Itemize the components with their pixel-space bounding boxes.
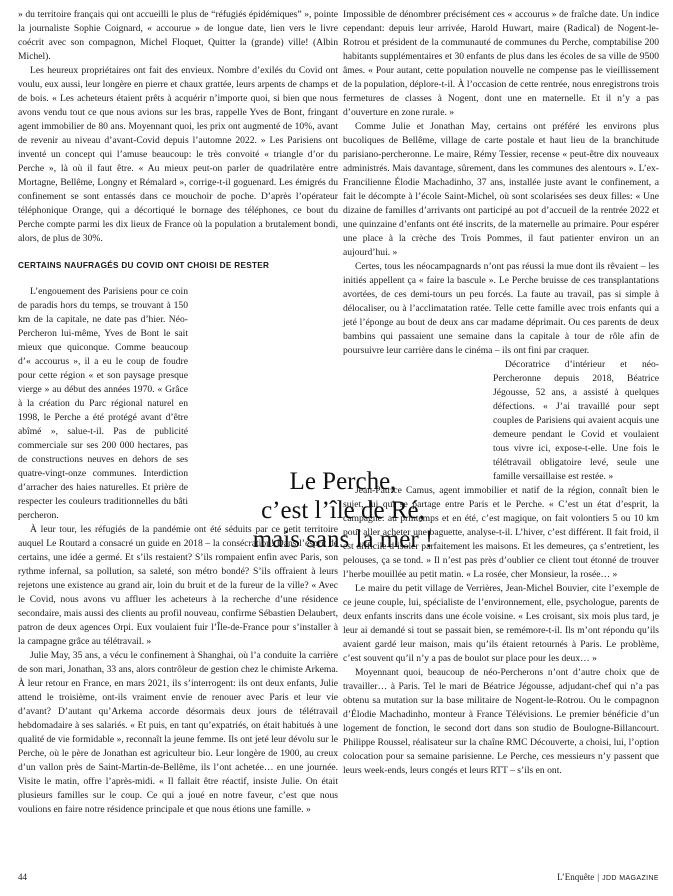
paragraph: Comme Julie et Jonathan May, certains ont préféré les environs plus bucoliques de Bellême, village de carte postale et haut lieu de la branchitude parisiano-percheronne. Le maire, Rémy Tessier, recense « peut-être dix nouveaux administrés. Mais davantage, sûrement, dans les communes des alentours ». L’ex-Francilienne Élodie Machadinho, 37 ans, installée juste avant le confinement, a fait le décompte à l’école Saint-Michel, où sont scolarisées ses deux filles: « Une dizaine de familles d’arrivants ont participé au pot d’accueil de la rentrée 2022 et une quinzaine d’enfants ont été inscrits, de la maternelle au primaire. Pour espérer une place à la crèche des Trois Pommes, il faut patienter environ un an aujourd’hui. » <box>343 121 659 258</box>
paragraph: L’engouement des Parisiens pour ce coin de paradis hors du temps, se trouvant à 150 km de la capitale, ne date pas d’hier. Néo-Percheron lui-même, Yves de Bont le sait mieux que quiconque. Comme beaucoup d’« accourus », il a eu le coup de foudre pour cette région « et son paysage presque vierge » au début des années 1970. « Grâce à la création du Parc régional naturel en 1998, le Perche a été protégé avant d’être abîmé », salue-t-il. Pas de publicité commerciale sur ses 200 000 hectares, pas de constructions neuves en dehors de ses quatre-vingt-onze communes. Interdiction d’arracher des haies naturelles. Et prière de respecter les couleurs traditionnelles du bâti percheron. <box>18 286 188 521</box>
pull-quote-line: mais sans la mer ! <box>252 526 434 553</box>
paragraph: Jean-Patrice Camus, agent immobilier et natif de la région, connaît bien le sujet, lui qui se partage entre Paris et le Perche. « C’est un état d’esprit, la campagne: au printemps et en été, c’est magique, on fait volontiers 5 ou 10 km pour aller acheter une baguette, analyse-t-il. L’hiver, c’est différent. Il fait froid, il est difficile d’isoler parfaitement les maisons. Et les demeures, ça s’entretient, les pelouses, ça se tond. » Il n’est pas près d’oublier ce client tout étonné de trouver l’herbe mouillée au petit matin. « La rosée, cher Monsieur, la rosée… » <box>343 485 659 580</box>
paragraph: » du territoire français qui ont accueilli le plus de “réfugiés épidémiques” », pointe la journaliste Sophie Coignard, « accourue » de longue date, lien vers le livre coécrit avec son compagnon, Michel Floquet, Quitter la (grande) ville! (Albin Michel). <box>18 9 338 62</box>
paragraph: Les heureux propriétaires ont fait des envieux. Nombre d’exilés du Covid ont voulu, eux aussi, leur longère en pierre et chaux grattée, leurs arpents de champs et de bois. « Les acheteurs étaient prêts à acquérir n’importe quoi, si bien que nous avons vendu tout ce que nous avions sur les bras, rappelle Yves de Bont, fringant agent immobilier de 80 ans. Moyennant quoi, les prix ont augmenté de 10%, avant de revenir au niveau d’avant-Covid depuis l’automne 2022. » Les Parisiens ont inventé un concept qui l’amuse beaucoup: le très convoité « triangle d’or du Perche », là où il faut être. « Au mieux peut-on parler de quadrilatère entre Mortagne, Bellême, Longny et Rémalard », corrige-t-il goguenard. Les émigrés du confinement se sont entassés dans ce mouchoir de poche. D’après l’opérateur téléphonique Orange, qui a décortiqué le bornage des téléphones, ce bout du Perche compte parmi les dix lieux de France où la population a brutalement bondi, alors, de plus de 30%. <box>18 65 338 244</box>
separator: | <box>597 872 600 882</box>
magazine-credit <box>557 872 659 882</box>
paragraph: Le maire du petit village de Verrières, Jean-Michel Bouvier, cite l’exemple de ce jeune couple, lui, spécialiste de l’environnement, elle, psychologue, parents de deux enfants inscrits dans une école voisine. « Les croisant, six mois plus tard, je leur ai demandé si tout se passait bien, se remémore-t-il. Ils m’ont répondu qu’ils avaient gardé leur maison, mais qu’ils étaient retournés à Paris. Le problème, c’est souvent qu’il n’y a pas de boulot sur place pour les deux… » <box>343 583 659 664</box>
paragraph: Moyennant quoi, beaucoup de néo-Percherons n’ont d’autre choix que de travailler… à Paris. Tel le mari de Béatrice Jégousse, adjudant-chef qui n’a pas obtenu sa mutation sur la base militaire de Nogent-le-Rotrou. Ou le compagnon d’Élodie Machadinho, monteur à France Télévisions. Le premier bénéficie d’un logement de fonction, le second dort dans son studio de Boulogne-Billancourt. Philippe Roussel, réalisateur sur la chaîne RMC Découverte, a choisi, lui, l’option colocation pour sa semaine parisienne. Le Perche, ces messieurs n’y passent que leurs week-ends, leurs congés et leurs RTT – s’ils en ont. <box>343 667 659 776</box>
section-heading: CERTAINS NAUFRAGÉS DU COVID ONT CHOISI DE RESTER <box>18 261 270 270</box>
page-number: 44 <box>18 872 27 882</box>
paragraph: Décoratrice d’intérieur et néo-Percheronne depuis 2018, Béatrice Jégousse, 52 ans, a assisté à quelques défections. « J’ai travaillé pour sept couples de Parisiens qui avaient acquis une demeure pendant le Covid et voulaient tous vivre ici, expose-t-elle. Une fois le télétravail obligatoire levé, seule une famille versaillaise est restée. » <box>493 359 659 482</box>
magazine-name: L’Enquête <box>557 872 595 882</box>
paragraph: Certes, tous les néocampagnards n’ont pas réussi la mue dont ils rêvaient – les initiés appellent ça « faire la bascule ». Le Perche bruisse de ces transplantations avortées, de ces demi-tours un peu forcés. La faute au travail, pas si simple à délocaliser, ou à l’acclimatation ratée. Telle cette famille avec trois enfants qui a jeté l’éponge au bout de deux ans car madame déprimait. Ou ces parents de deux bambins qui passaient une semaine dans la capitale à tour de rôle afin de poursuivre leur carrière dans le cinéma – ils ont fini par craquer. <box>343 261 659 356</box>
paragraph: Julie May, 35 ans, a vécu le confinement à Shanghai, où l’a conduite la carrière de son mari, Jonathan, 33 ans, alors contrôleur de gestion chez le chimiste Arkema. À leur retour en France, en mars 2021, ils s’interrogent: ils ont deux enfants, Julie attend le troisième, ont-ils vraiment envie de renouer avec Paris et leur vie d’avant? D’autant qu’Arkema accorde désormais deux jours de télétravail hebdomadaire à ses salariés. « Et puis, en tant qu’expatriés, on était habitués à une qualité de vie formidable », reconnaît la jeune femme. Ils ont jeté leur dévolu sur le Perche, où le père de Jonathan est agriculteur bio. Leur longère de 1900, au creux d’un vallon près de Saint-Martin-de-Bellême, ils l’ont achetée… en une journée. Visite le matin, offre l’après-midi. « Il fallait être réactif, insiste Julie. On était plusieurs familles sur le coup. Ce qui a joué en notre faveur, c’est que nous voulions en faire notre résidence principale et que nous étions une famille. » <box>18 650 338 815</box>
paragraph: À leur tour, les réfugiés de la pandémie ont été séduits par ce petit territoire auquel Le Routard a consacré un guide en 2018 – la consécration! Dans l’esprit de certains, une idée a germé. Et s’ils restaient? S’ils rompaient enfin avec Paris, son rythme infernal, sa pollution, sa saleté, son métro bondé? S’ils offraient à leurs rejetons une existence au grand air, loin du bruit et de la fureur de la ville? « Avec le Covid, nous avons vu affluer les acheteurs à la recherche d’une résidence secondaire, mais aussi des clients au profil nouveau, confirme Sébastien Delaubert, patron de deux agences Orpi. Eux voulaient fuir l’Île-de-France pour s’installer à la campagne grâce au télétravail. » <box>18 524 338 647</box>
pull-quote <box>198 467 488 554</box>
pull-quote-line: c’est l’île de Ré, <box>261 497 425 524</box>
pull-quote-line: Le Perche, <box>289 468 397 495</box>
article-column-left <box>18 8 338 817</box>
magazine-brand: JDD MAGAZINE <box>602 875 659 882</box>
article-column-right <box>343 8 659 778</box>
paragraph: Impossible de dénombrer précisément ces « accourus » de fraîche date. Un indice cependant: depuis leur arrivée, Harold Huwart, maire (Radical) de Nogent-le-Rotrou et président de la communauté de communes du Perche, comptabilise 200 habitants supplémentaires et 30 enfants de plus dans les écoles de sa ville de 9500 âmes. « Pour autant, cette population nouvelle ne compense pas le vieillissement de la population, déplore-t-il. À l’occasion de cette rentrée, nous enregistrons trois fermetures de classes à Nogent, dont une en maternelle. Et il n’y a pas d’ouverture en zone rurale. » <box>343 9 659 118</box>
